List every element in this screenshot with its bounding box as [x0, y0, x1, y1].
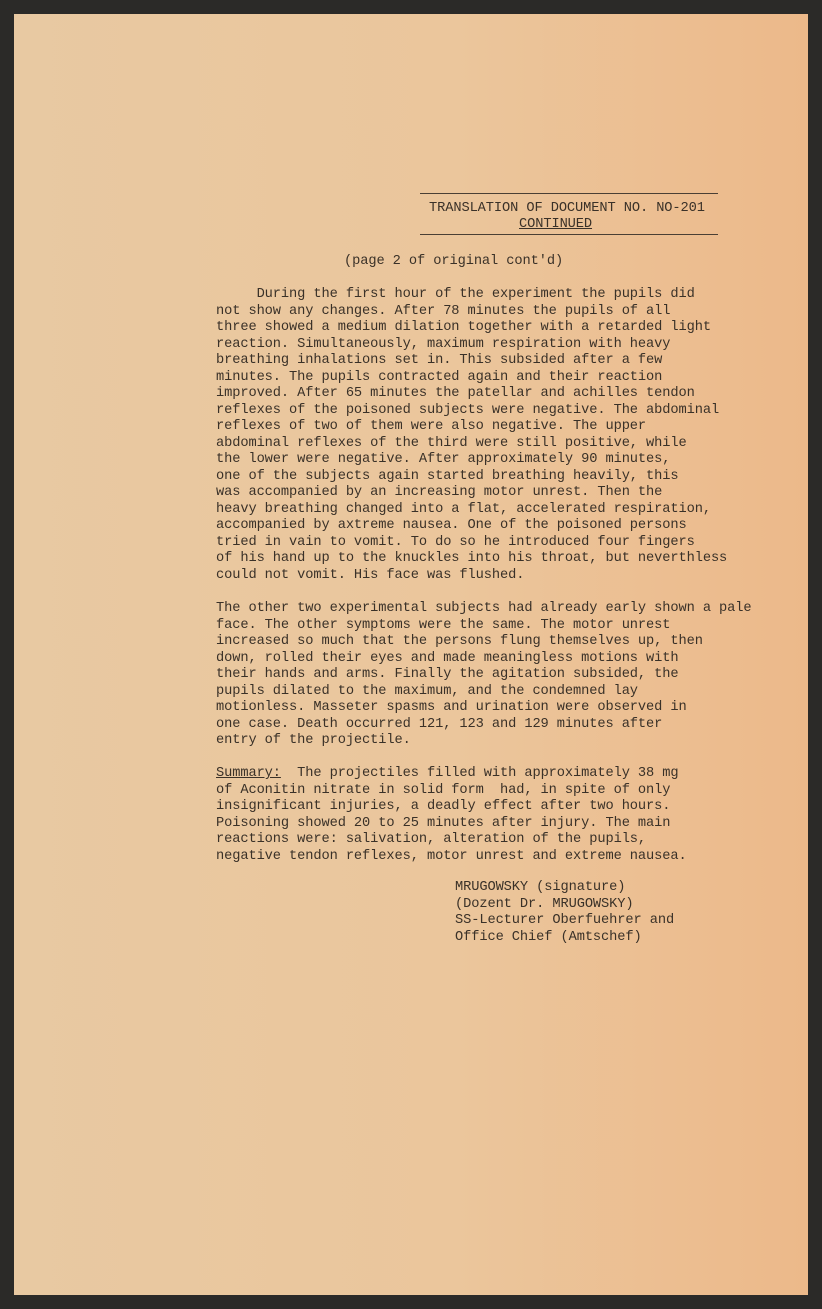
- summary-label: Summary:: [216, 766, 281, 781]
- signature-line: MRUGOWSKY (signature): [455, 880, 626, 895]
- text-line: entry of the projectile.: [216, 733, 411, 748]
- text-line: one case. Death occurred 121, 123 and 129 minutes after: [216, 716, 663, 732]
- paragraph-2: [216, 601, 752, 750]
- text-line: reactions were: salivation, alteration of the pupils,: [216, 832, 647, 847]
- text-line: increased so much that the persons flung themselves up, then: [216, 634, 703, 649]
- text-line: heavy breathing changed into a flat, accelerated respiration,: [216, 501, 711, 517]
- signature-line: SS-Lecturer Oberfuehrer and: [455, 913, 675, 928]
- text-line: negative tendon reflexes, motor unrest and extreme nausea.: [216, 848, 687, 864]
- text-line: could not vomit. His face was flushed.: [216, 567, 525, 583]
- text-line: motionless. Masseter spasms and urination were observed in: [216, 700, 687, 715]
- signature-block: [455, 880, 674, 946]
- text-line: their hands and arms. Finally the agitation subsided, the: [216, 667, 679, 682]
- text-line: The other two experimental subjects had already early shown a pale: [216, 601, 752, 616]
- text-line: of Aconitin nitrate in solid form had, in spite of only: [216, 782, 671, 798]
- text-line: tried in vain to vomit. To do so he introduced four fingers: [216, 534, 695, 550]
- signature-line: (Dozent Dr. MRUGOWSKY): [455, 896, 634, 912]
- text-line: not show any changes. After 78 minutes the pupils of all: [216, 303, 671, 319]
- paragraph-1: [216, 287, 727, 584]
- text-line: one of the subjects again started breathing heavily, this: [216, 468, 679, 484]
- document-subtitle: CONTINUED: [519, 217, 593, 232]
- text-line: the lower were negative. After approximately 90 minutes,: [216, 452, 671, 467]
- text-line: During the first hour of the experiment the pupils did: [216, 287, 695, 302]
- text-line: Poisoning showed 20 to 25 minutes after injury. The main: [216, 815, 671, 831]
- summary-first-line: [216, 766, 687, 783]
- text-line: three showed a medium dilation together with a retarded light: [216, 320, 711, 335]
- page-note: (page 2 of original cont'd): [344, 254, 564, 269]
- document-page: [14, 14, 808, 1295]
- text-line: accompanied by axtreme nausea. One of the poisoned persons: [216, 518, 687, 533]
- signature-line: Office Chief (Amtschef): [455, 929, 642, 945]
- text-line: face. The other symptoms were the same. The motor unrest: [216, 617, 671, 633]
- text-line: insignificant injuries, a deadly effect after two hours.: [216, 799, 671, 814]
- text-line: down, rolled their eyes and made meaningless motions with: [216, 650, 679, 666]
- document-title: TRANSLATION OF DOCUMENT NO. NO-201: [429, 201, 705, 216]
- text-line: of his hand up to the knuckles into his throat, but neverthless: [216, 551, 728, 566]
- text-line: improved. After 65 minutes the patellar and achilles tendon: [216, 386, 695, 401]
- text-line: pupils dilated to the maximum, and the condemned lay: [216, 683, 638, 699]
- text-line: abdominal reflexes of the third were still positive, while: [216, 435, 687, 451]
- text-line: minutes. The pupils contracted again and their reaction: [216, 369, 663, 385]
- text-line: was accompanied by an increasing motor unrest. Then the: [216, 485, 663, 500]
- header-rule-bottom: [420, 234, 718, 235]
- text-line: reaction. Simultaneously, maximum respiration with heavy: [216, 336, 671, 352]
- text-line: reflexes of two of them were also negative. The upper: [216, 419, 647, 434]
- text-line: breathing inhalations set in. This subsided after a few: [216, 353, 663, 368]
- header-rule-top: [420, 193, 718, 194]
- text-line: The projectiles filled with approximately 38 mg: [280, 766, 679, 781]
- summary-paragraph: [216, 766, 687, 865]
- text-line: reflexes of the poisoned subjects were negative. The abdominal: [216, 402, 720, 418]
